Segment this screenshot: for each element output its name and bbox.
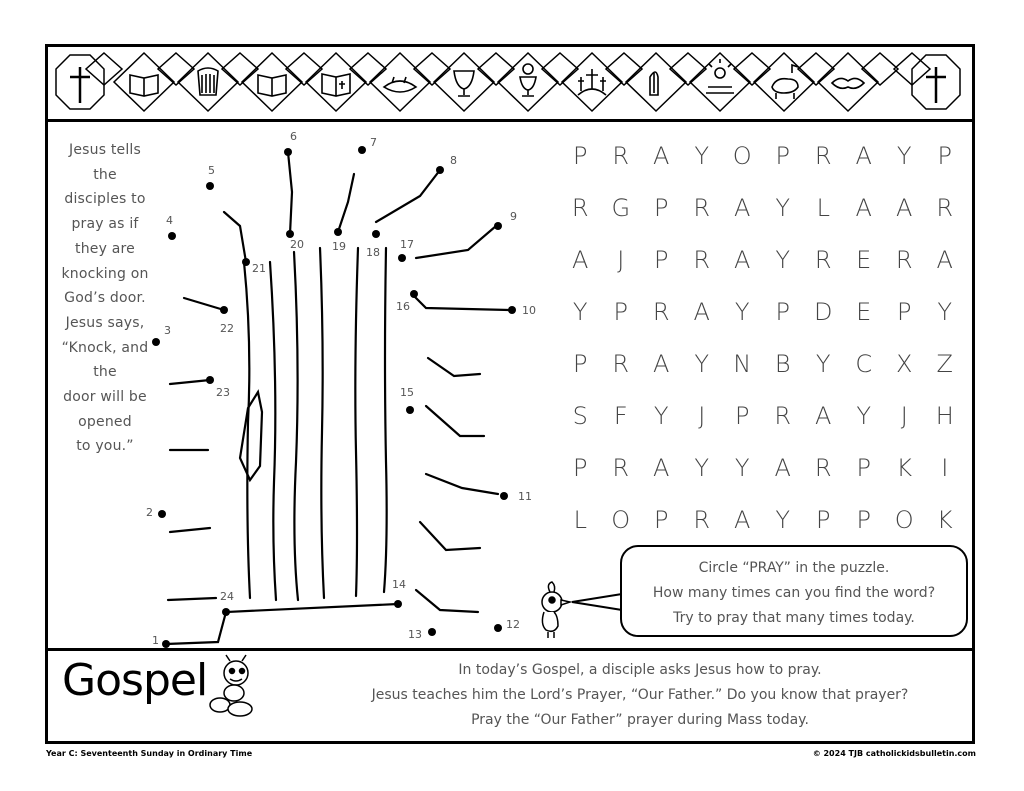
dot-label-1: 1 xyxy=(152,634,159,647)
gospel-line-2: Jesus teaches him the Lord’s Prayer, “Our Father.” Do you know that prayer? xyxy=(371,687,909,703)
gospel-text xyxy=(310,658,970,733)
grid-letter[interactable]: A xyxy=(936,246,953,274)
story-line: opened xyxy=(78,413,132,430)
dot-21 xyxy=(242,258,250,266)
grid-letter[interactable]: X xyxy=(896,350,913,378)
dot-16 xyxy=(410,290,418,298)
dot-label-20: 20 xyxy=(290,238,304,251)
grid-letter[interactable]: A xyxy=(855,142,872,170)
dot-label-5: 5 xyxy=(208,164,215,177)
dot-14 xyxy=(394,600,402,608)
grid-letter[interactable]: Y xyxy=(734,298,750,326)
grid-letter[interactable]: O xyxy=(611,506,631,534)
dot-1 xyxy=(162,640,170,648)
grid-letter[interactable]: R xyxy=(693,194,711,222)
grid-letter[interactable]: P xyxy=(816,506,831,534)
gospel-title: Gospel xyxy=(62,655,208,706)
grid-letter[interactable]: Y xyxy=(572,298,588,326)
grid-letter[interactable]: E xyxy=(856,298,872,326)
grid-letter[interactable]: P xyxy=(613,298,628,326)
dot-label-18: 18 xyxy=(366,246,380,259)
dot-4 xyxy=(168,232,176,240)
dot-7 xyxy=(358,146,366,154)
praying-hands-icon xyxy=(650,72,658,95)
grid-letter[interactable]: R xyxy=(814,246,832,274)
dot-10 xyxy=(508,306,516,314)
grid-row xyxy=(560,286,965,338)
footer-copyright: © 2024 TJB catholickidsbulletin.com xyxy=(812,749,976,758)
story-line: to you.” xyxy=(76,438,134,455)
book-icon xyxy=(258,75,286,96)
grid-row xyxy=(560,390,965,442)
dot-label-9: 9 xyxy=(510,210,517,223)
chalice-icon xyxy=(454,71,474,96)
dot-12 xyxy=(494,624,502,632)
dot-9 xyxy=(494,222,502,230)
grid-letter[interactable]: L xyxy=(573,506,587,534)
grid-letter[interactable]: A xyxy=(693,298,710,326)
grid-letter[interactable]: P xyxy=(856,506,871,534)
grid-letter[interactable]: Y xyxy=(815,350,831,378)
gifts-icon xyxy=(384,77,416,92)
bible-icon xyxy=(322,74,350,96)
grid-letter[interactable]: O xyxy=(732,142,752,170)
bubble-line-3: Try to pray that many times today. xyxy=(673,610,915,626)
grid-letter[interactable]: S xyxy=(572,402,588,430)
grid-row xyxy=(560,494,965,546)
harp-icon xyxy=(198,68,218,95)
grid-letter[interactable]: P xyxy=(897,298,912,326)
grid-letter[interactable]: K xyxy=(936,506,953,534)
grid-letter[interactable]: P xyxy=(573,142,588,170)
dot-label-21: 21 xyxy=(252,262,266,275)
grid-letter[interactable]: I xyxy=(941,454,949,482)
story-line: Jesus says, xyxy=(65,314,145,331)
grid-letter[interactable]: P xyxy=(775,298,790,326)
banner xyxy=(48,47,972,122)
dot-20 xyxy=(286,230,294,238)
grid-letter[interactable]: R xyxy=(895,246,913,274)
story-line: door will be xyxy=(63,389,147,406)
story-line: pray as if xyxy=(71,216,139,233)
story-line: God’s door. xyxy=(64,290,146,307)
grid-letter[interactable]: Z xyxy=(936,350,953,378)
story-line: the xyxy=(93,166,117,183)
banner-icons xyxy=(48,47,972,119)
grid-row xyxy=(560,182,965,234)
grid-letter[interactable]: A xyxy=(815,402,832,430)
grid-row xyxy=(560,130,965,182)
dot-to-dot-puzzle[interactable] xyxy=(48,122,548,648)
dot-label-4: 4 xyxy=(166,214,173,227)
dot-label-14: 14 xyxy=(392,578,406,591)
book-icon xyxy=(130,75,158,96)
grid-letter[interactable]: Y xyxy=(937,298,953,326)
dot-label-11: 11 xyxy=(518,490,532,503)
footer-left: Year C: Seventeenth Sunday in Ordinary Time xyxy=(46,749,253,758)
instruction-bubble xyxy=(620,545,968,637)
grid-letter[interactable]: Y xyxy=(775,246,791,274)
sunburst-altar-icon xyxy=(706,59,734,93)
grid-letter[interactable]: E xyxy=(856,246,872,274)
handshake-icon xyxy=(832,78,864,88)
dot-22 xyxy=(220,306,228,314)
dot-15 xyxy=(406,406,414,414)
dot-labels xyxy=(146,130,536,647)
grid-letter[interactable]: Y xyxy=(694,350,710,378)
grid-letter[interactable]: P xyxy=(735,402,750,430)
dot-label-7: 7 xyxy=(370,136,377,149)
grid-letter[interactable]: J xyxy=(900,402,908,430)
dot-19 xyxy=(334,228,342,236)
grid-letter[interactable]: Y xyxy=(653,402,669,430)
dot-label-12: 12 xyxy=(506,618,520,631)
grid-letter[interactable]: R xyxy=(612,142,630,170)
grid-letter[interactable]: P xyxy=(654,246,669,274)
grid-letter[interactable]: J xyxy=(698,402,706,430)
calvary-icon xyxy=(578,69,606,95)
speech-pointer xyxy=(570,592,624,612)
grid-letter[interactable]: A xyxy=(734,506,751,534)
grid-letter[interactable]: A xyxy=(734,246,751,274)
grid-letter[interactable]: A xyxy=(572,246,589,274)
dot-label-2: 2 xyxy=(146,506,153,519)
dot-24 xyxy=(222,608,230,616)
dot-label-6: 6 xyxy=(290,130,297,143)
grid-letter[interactable]: O xyxy=(894,506,914,534)
bird-mascot-icon xyxy=(530,580,574,640)
grid-letter[interactable]: Y xyxy=(775,506,791,534)
word-search-grid[interactable] xyxy=(560,130,965,546)
grid-row xyxy=(560,442,965,494)
dot-label-23: 23 xyxy=(216,386,230,399)
bubble-line-1: Circle “PRAY” in the puzzle. xyxy=(698,560,890,576)
dot-3 xyxy=(152,338,160,346)
dot-6 xyxy=(284,148,292,156)
grid-letter[interactable]: N xyxy=(733,350,752,378)
grid-letter[interactable]: R xyxy=(652,298,670,326)
grid-letter[interactable]: Y xyxy=(775,194,791,222)
dot-label-8: 8 xyxy=(450,154,457,167)
dot-5 xyxy=(206,182,214,190)
story-line: the xyxy=(93,364,117,381)
grid-letter[interactable]: R xyxy=(814,454,832,482)
grid-letter[interactable]: Y xyxy=(734,454,750,482)
grid-letter[interactable]: Y xyxy=(694,454,710,482)
grid-letter[interactable]: P xyxy=(654,194,669,222)
grid-letter[interactable]: A xyxy=(734,194,751,222)
grid-letter[interactable]: Y xyxy=(896,142,912,170)
grid-letter[interactable]: P xyxy=(573,350,588,378)
divider xyxy=(48,648,972,651)
story-line: Jesus tells xyxy=(68,142,142,158)
grid-letter[interactable]: A xyxy=(653,454,670,482)
story-line: they are xyxy=(75,240,135,257)
bubble-line-2: How many times can you find the word? xyxy=(652,585,936,601)
grid-letter[interactable]: R xyxy=(774,402,792,430)
grid-letter[interactable]: R xyxy=(612,454,630,482)
story-line: “Knock, and xyxy=(61,339,149,356)
grid-letter[interactable]: R xyxy=(693,246,711,274)
grid-letter[interactable]: K xyxy=(896,454,913,482)
grid-letter[interactable]: R xyxy=(693,506,711,534)
dot-label-10: 10 xyxy=(522,304,536,317)
grid-letter[interactable]: R xyxy=(814,142,832,170)
grid-letter[interactable]: L xyxy=(816,194,830,222)
grid-letter[interactable]: P xyxy=(775,142,790,170)
dot-8 xyxy=(436,166,444,174)
grid-letter[interactable]: G xyxy=(611,194,631,222)
dots xyxy=(152,146,516,648)
dot-label-19: 19 xyxy=(332,240,346,253)
grid-letter[interactable]: Y xyxy=(694,142,710,170)
grid-letter[interactable]: J xyxy=(617,246,625,274)
dot-23 xyxy=(206,376,214,384)
dot-17 xyxy=(398,254,406,262)
grid-letter[interactable]: P xyxy=(654,506,669,534)
dot-18 xyxy=(372,230,380,238)
grid-row xyxy=(560,234,965,286)
dot-label-17: 17 xyxy=(400,238,414,251)
dot-label-24: 24 xyxy=(220,590,234,603)
dot-13 xyxy=(428,628,436,636)
grid-letter[interactable]: P xyxy=(937,142,952,170)
grid-letter[interactable]: C xyxy=(855,350,873,378)
grid-row xyxy=(560,338,965,390)
grid-letter[interactable]: A xyxy=(653,142,670,170)
bookworm-mascot-icon xyxy=(196,653,266,721)
grid-letter[interactable]: R xyxy=(571,194,589,222)
grid-letter[interactable]: R xyxy=(936,194,954,222)
grid-letter[interactable]: A xyxy=(653,350,670,378)
dot-11 xyxy=(500,492,508,500)
story-line: disciples to xyxy=(64,191,146,208)
gospel-line-1: In today’s Gospel, a disciple asks Jesus how to pray. xyxy=(458,662,822,678)
dot-label-13: 13 xyxy=(408,628,422,641)
grid-letter[interactable]: Y xyxy=(856,402,872,430)
chalice-host-icon xyxy=(520,77,536,96)
grid-letter[interactable]: A xyxy=(896,194,913,222)
lamb-icon xyxy=(772,65,798,99)
grid-letter[interactable]: H xyxy=(935,402,954,430)
grid-letter[interactable]: R xyxy=(612,350,630,378)
grid-letter[interactable]: A xyxy=(855,194,872,222)
grid-letter[interactable]: D xyxy=(814,298,833,326)
dot-label-15: 15 xyxy=(400,386,414,399)
dot-2 xyxy=(158,510,166,518)
grid-letter[interactable]: F xyxy=(613,402,628,430)
dot-label-3: 3 xyxy=(164,324,171,337)
dot-label-22: 22 xyxy=(220,322,234,335)
gospel-line-3: Pray the “Our Father” prayer during Mass today. xyxy=(471,712,809,728)
story-line: knocking on xyxy=(61,265,149,282)
grid-letter[interactable]: A xyxy=(774,454,791,482)
dot-label-16: 16 xyxy=(396,300,410,313)
grid-letter[interactable]: P xyxy=(856,454,871,482)
grid-letter[interactable]: P xyxy=(573,454,588,482)
grid-letter[interactable]: B xyxy=(774,350,791,378)
